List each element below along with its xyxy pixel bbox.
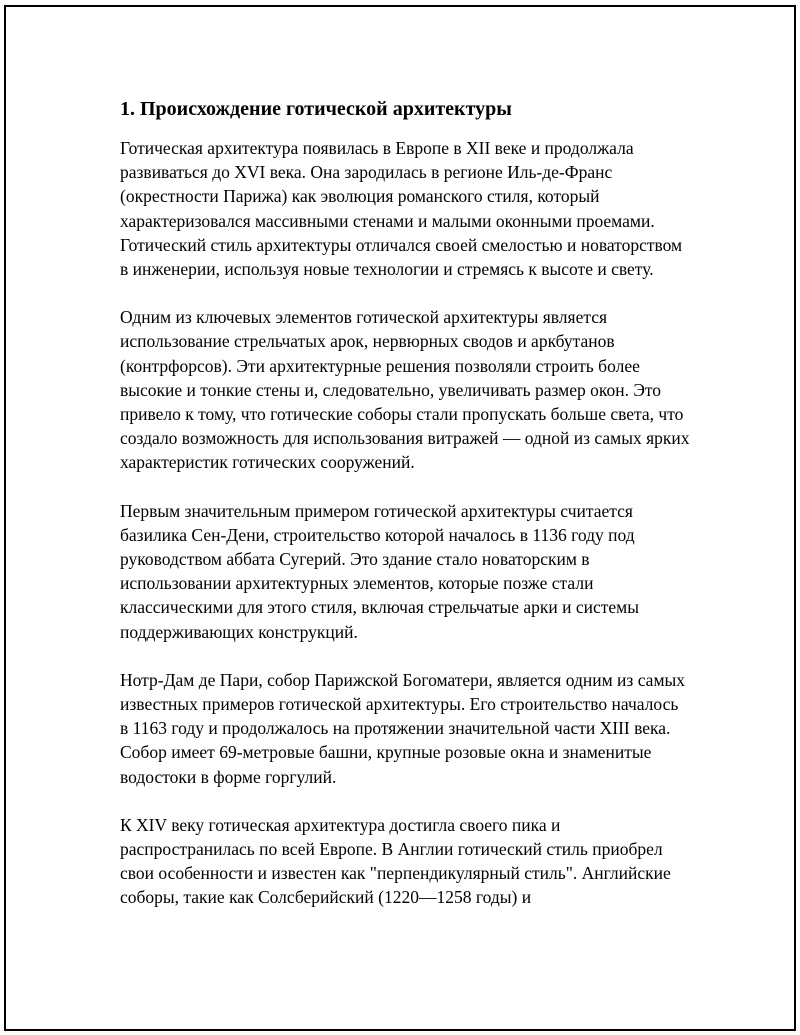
paragraph-saint-denis: Первым значительным примером готической архитектуры считается базилика Сен-Дени, строительство которой началось в 1136 году под руководством аббата Сугерий. Это здание стало новаторским в использовании архитектурных элементов, которые позже стали классическими для этого стиля, включая стрельчатые арки и системы поддерживающих конструкций. (120, 500, 640, 642)
document-body (120, 96, 690, 934)
document-page (4, 5, 796, 1031)
paragraph-notre-dame: Нотр-Дам де Пари, собор Парижской Богоматери, является одним из самых известных примеров готической архитектуры. Его строительство началось в 1163 году и продолжалось на протяжении значительной части XIII века. Собор имеет 69-метровые башни, крупные розовые окна и знаменитые водостоки в форме горгулий. (120, 669, 686, 787)
paragraph-key-elements: Одним из ключевых элементов готической архитектуры является использование стрельчатых арок, нервюрных сводов и аркбутанов (контрфорсов). Эти архитектурные решения позволяли строить более высокие и тонкие стены и, следовательно, увеличивать размер окон. Это привело к тому, что готические соборы стали пропускать больше света, что создало возможность для использования витражей — одной из самых ярких характеристик готических сооружений. (120, 307, 690, 473)
section-heading: 1. Происхождение готической архитектуры (120, 98, 512, 120)
paragraph-origin: Готическая архитектура появилась в Европе в XII веке и продолжала развиваться до XVI века. Она зародилась в регионе Иль-де-Франс (окрестности Парижа) как эволюция романского стиля, который характеризовался массивными стенами и малыми оконными проемами. Готический стиль архитектуры отличался своей смелостью и новаторством в инженерии, используя новые технологии и стремясь к высоте и свету. (120, 138, 683, 280)
paragraph-fourteenth-century: К XIV веку готическая архитектура достигла своего пика и распространилась по всей Европе. В Англии готический стиль приобрел свои особенности и известен как "перпендикулярный стиль". Английские соборы, такие как Солсберийский (1220—1258 годы) и (120, 814, 671, 908)
